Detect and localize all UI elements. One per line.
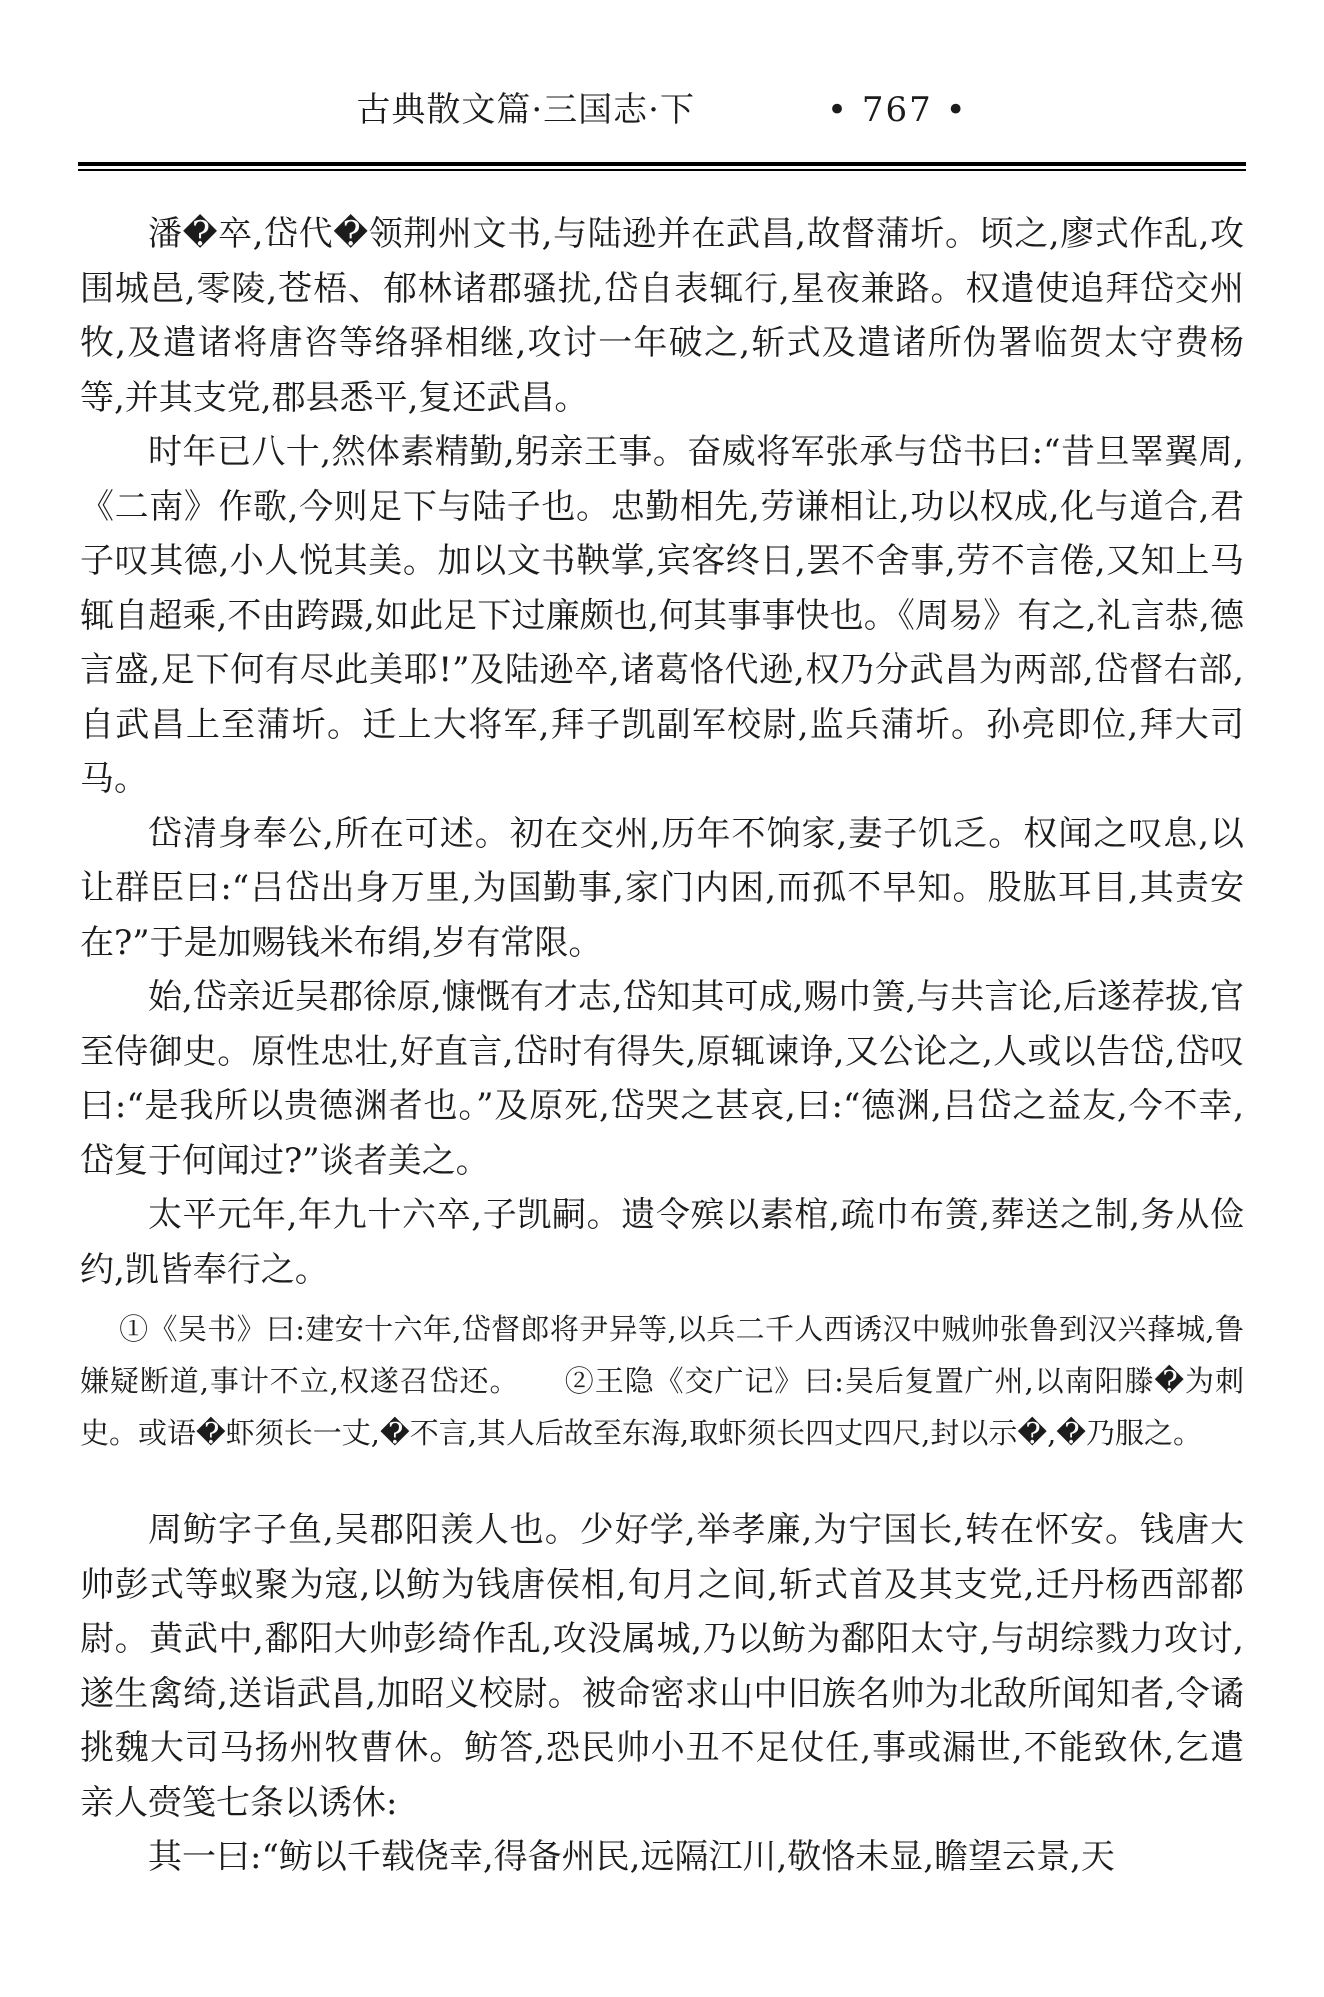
page-body: [80, 207, 1244, 1885]
paragraph-zhou-fang-1: 周鲂字子鱼,吴郡阳羡人也。少好学,举孝廉,为宁国长,转在怀安。钱唐大帅彭式等蚁聚为寇,以鲂为钱唐侯相,旬月之间,斩式首及其支党,迁丹杨西部都尉。黄武中,鄱阳大帅彭绮作乱,攻没属城,乃以鲂为鄱阳太守,与胡综戮力攻讨,遂生禽绮,送诣武昌,加昭义校尉。被命密求山中旧族名帅为北敌所闻知者,令谲挑魏大司马扬州牧曹休。鲂答,恐民帅小丑不足仗任,事或漏世,不能致休,乞遣亲人赍笺七条以诱休:: [80, 1510, 1244, 1823]
header-divider: [78, 162, 1246, 171]
footnote-block: ①《吴书》曰:建安十六年,岱督郎将尹异等,以兵二千人西诱汉中贼帅张鲁到汉兴萚城,鲁嫌疑断道,事计不立,权遂召岱还。 ②王隐《交广记》曰:吴后复置广州,以南阳滕�为刺史。或语�虾须长一丈,�不言,其人后故至东海,取虾须长四丈四尺,封以示�,�乃服之。: [80, 1312, 1244, 1450]
page-title: 古典散文篇·三国志·下: [356, 90, 695, 130]
paragraph-lv-dai-3: 岱清身奉公,所在可述。初在交州,历年不饷家,妻子饥乏。权闻之叹息,以让群臣曰:“吕岱出身万里,为国勤事,家门内困,而孤不早知。股肱耳目,其责安在?”于是加赐钱米布绢,岁有常限。: [80, 813, 1244, 963]
running-head: [0, 0, 1324, 132]
paragraph-lv-dai-2: 时年已八十,然体素精勤,躬亲王事。奋威将军张承与岱书曰:“昔旦睪翼周,《二南》作歌,今则足下与陆子也。忠勤相先,劳谦相让,功以权成,化与道合,君子叹其德,小人悦其美。加以文书鞅掌,宾客终日,罢不舍事,劳不言倦,又知上马辄自超乘,不由跨蹑,如此足下过廉颇也,何其事事快也。《周易》有之,礼言恭,德言盛,足下何有尽此美耶!”及陆逊卒,诸葛恪代逊,权乃分武昌为两部,岱督右部,自武昌上至蒲圻。迁上大将军,拜子凯副军校尉,监兵蒲圻。孙亮即位,拜大司马。: [80, 432, 1244, 799]
page-number: • 767 •: [827, 90, 968, 130]
paragraph-zhou-fang-2: 其一曰:“鲂以千载侥幸,得备州民,远隔江川,敬恪未显,瞻望云景,天: [148, 1837, 1115, 1877]
section-zhou-fang: [80, 1503, 1244, 1885]
paragraph-lv-dai-5: 太平元年,年九十六卒,子凯嗣。遗令殡以素棺,疏巾布箦,葬送之制,务从俭约,凯皆奉行之。: [80, 1195, 1244, 1290]
paragraph-lv-dai-4: 始,岱亲近吴郡徐原,慷慨有才志,岱知其可成,赐巾箦,与共言论,后遂荐拔,官至侍御史。原性忠壮,好直言,岱时有得失,原辄谏诤,又公论之,人或以告岱,岱叹曰:“是我所以贵德渊者也。”及原死,岱哭之甚哀,曰:“德渊,吕岱之益友,今不幸,岱复于何闻过?”谈者美之。: [80, 977, 1244, 1181]
paragraph-lv-dai-1: 潘�卒,岱代�领荆州文书,与陆逊并在武昌,故督蒲圻。顷之,廖式作乱,攻围城邑,零陵,苍梧、郁林诸郡骚扰,岱自表辄行,星夜兼路。权遣使追拜岱交州牧,及遣诸将唐咨等络驿相继,攻讨一年破之,斩式及遣诸所伪署临贺太守费杨等,并其支党,郡县悉平,复还武昌。: [80, 214, 1244, 418]
